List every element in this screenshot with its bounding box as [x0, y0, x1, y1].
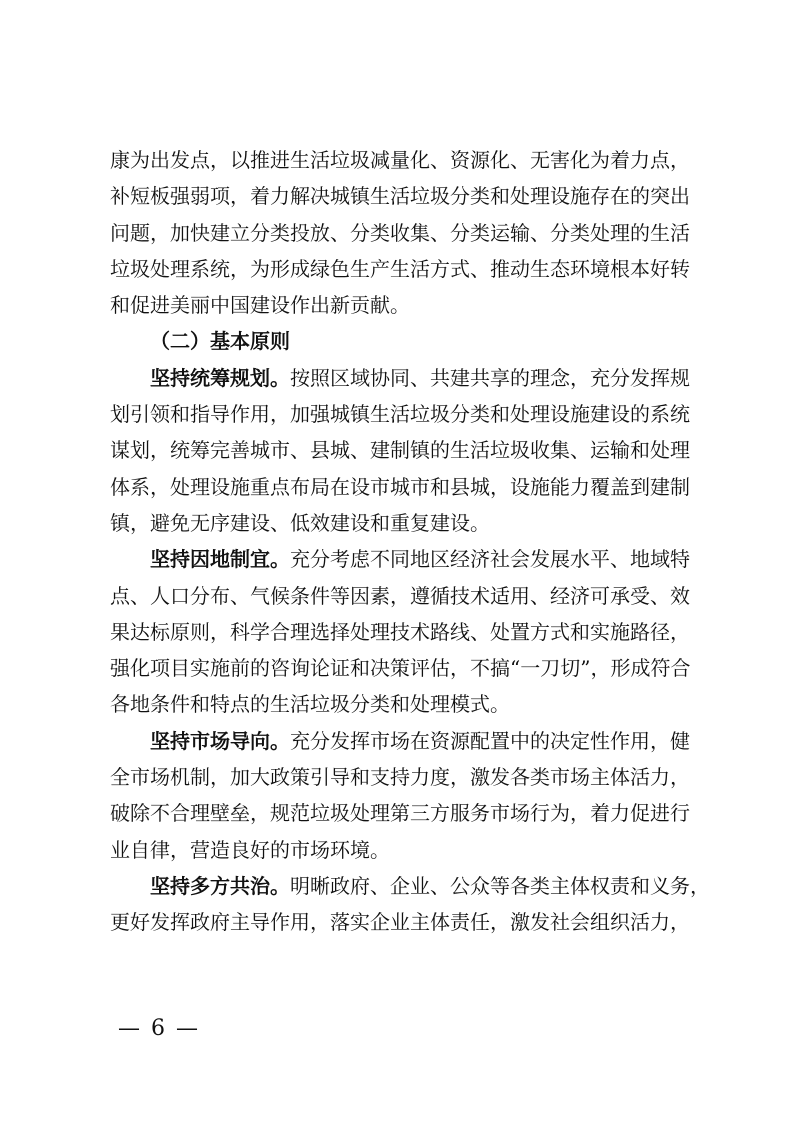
- text-line: 谋划，统筹完善城市、县城、建制镇的生活垃圾收集、运输和处理: [110, 438, 690, 463]
- text-span: 充分发挥市场在资源配置中的决定性作用，健: [290, 728, 690, 753]
- paragraph-first-line: [110, 360, 690, 396]
- text-line: 补短板强弱项，着力解决城镇生活垃圾分类和处理设施存在的突出: [110, 184, 690, 209]
- paragraph-first-line: [110, 541, 690, 577]
- text-line: 和促进美丽中国建设作出新贡献。: [110, 293, 410, 318]
- text-line: 体系，处理设施重点布局在设市城市和县城，设施能力覆盖到建制: [110, 474, 690, 499]
- paragraph-first-line: [110, 868, 710, 904]
- paragraph-lead: 坚持市场导向。: [150, 728, 290, 753]
- text-line: 更好发挥政府主导作用，落实企业主体责任，激发社会组织活力，: [110, 910, 690, 935]
- text-line: 问题，加快建立分类投放、分类收集、分类运输、分类处理的生活: [110, 220, 690, 245]
- paragraph-lead: 坚持因地制宜。: [150, 547, 290, 572]
- text-line: 全市场机制，加大政策引导和支持力度，激发各类市场主体活力，: [110, 765, 690, 790]
- text-span: 按照区域协同、共建共享的理念，充分发挥规: [290, 365, 690, 390]
- paragraph-lead: 坚持多方共治。: [150, 873, 290, 898]
- text-line: 点、人口分布、气候条件等因素，遵循技术适用、经济可承受、效: [110, 583, 690, 608]
- text-span: 明晰政府、企业、公众等各类主体权责和义务，: [290, 873, 710, 898]
- paragraph-first-line: [110, 723, 690, 759]
- text-line: 业自律，营造良好的市场环境。: [110, 837, 390, 862]
- text-line: 康为出发点，以推进生活垃圾减量化、资源化、无害化为着力点，: [110, 148, 690, 172]
- paragraph-lead: 坚持统筹规划。: [150, 365, 290, 390]
- text-line: 镇，避免无序建设、低效建设和重复建设。: [110, 510, 490, 535]
- text-line: 划引领和指导作用，加强城镇生活垃圾分类和处理设施建设的系统: [110, 402, 690, 427]
- section-heading: （二）基本原则: [150, 329, 290, 354]
- page-number: — 6 —: [118, 1016, 200, 1041]
- text-line: 果达标原则，科学合理选择处理技术路线、处置方式和实施路径，: [110, 619, 690, 644]
- body-text: [110, 142, 710, 941]
- text-line: 各地条件和特点的生活垃圾分类和处理模式。: [110, 692, 510, 717]
- text-span: 充分考虑不同地区经济社会发展水平、地域特: [290, 547, 690, 572]
- text-line: 垃圾处理系统，为形成绿色生产生活方式、推动生态环境根本好转: [110, 256, 690, 281]
- text-line: 破除不合理壁垒，规范垃圾处理第三方服务市场行为，着力促进行: [110, 801, 690, 826]
- text-line: 强化项目实施前的咨询论证和决策评估，不搞“一刀切”，形成符合: [110, 656, 691, 681]
